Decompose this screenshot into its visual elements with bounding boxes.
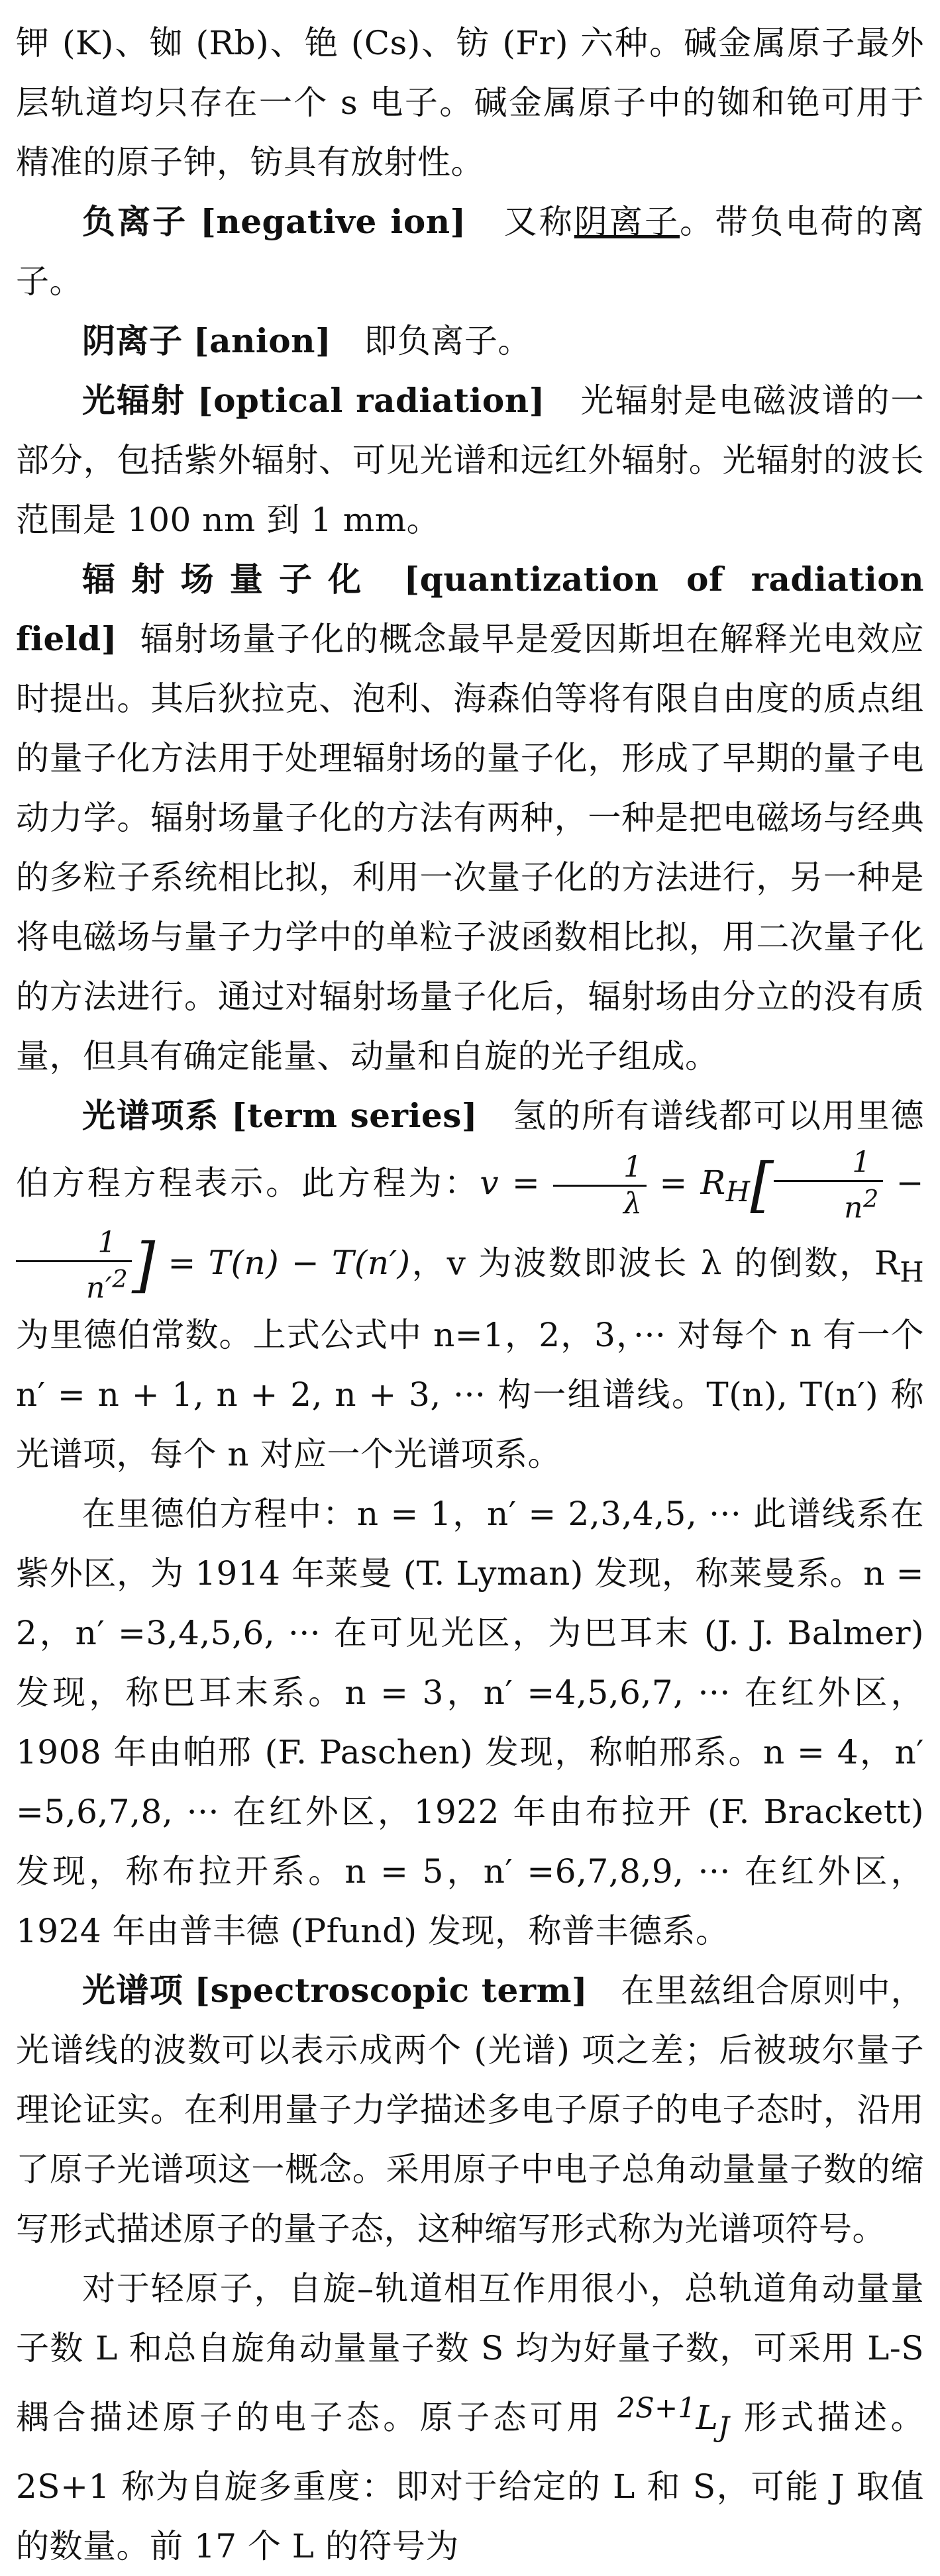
entry-english: [negative ion]	[200, 202, 466, 241]
term-symbol-base: L	[696, 2398, 719, 2437]
entry-definition: 辐射场量子化的概念最早是爱因斯坦在解释光电效应时提出。其后狄拉克、泡利、海森伯等将有限自由度的质点组的量子化方法用于处理辐射场的量子化，形成了早期的量子电动力学。辐射场量子化的方法有两种，一种是把电磁场与经典的多粒子系统相比拟，利用一次量子化的方法进行，另一种是将电磁场与量子力学中的单粒子波函数相比拟，用二次量子化的方法进行。通过对辐射场量子化后，辐射场由分立的没有质量，但具有确定能量、动量和自旋的光子组成。	[16, 620, 925, 1075]
fraction-den	[774, 1182, 883, 1226]
den-base: n	[844, 1191, 863, 1225]
entry-quantization	[16, 550, 924, 1086]
paragraph-alkali-metals	[16, 13, 924, 192]
entry-term-series	[16, 1086, 924, 1484]
formula-r: = R	[659, 1164, 726, 1203]
formula-subscript: H	[725, 1175, 751, 1209]
entry-term: 辐射场量子化	[82, 560, 378, 599]
fraction-one-over-n2	[774, 1146, 883, 1226]
entry-term: 光辐射	[82, 381, 186, 420]
term-symbol-sup: 2S+1	[617, 2391, 696, 2424]
entry-english: [anion]	[193, 321, 332, 360]
fraction-den	[16, 1262, 132, 1306]
term-symbol	[617, 2391, 730, 2443]
entry-english: [optical radiation]	[197, 381, 545, 420]
fraction-one-over-nprime2	[16, 1226, 132, 1306]
den-sup: 2	[112, 1264, 129, 1293]
entry-term: 光谱项系	[82, 1096, 220, 1135]
entry-english: [term series]	[231, 1096, 478, 1135]
entry-term: 光谱项	[82, 1971, 183, 2010]
formula-v: v =	[480, 1164, 541, 1203]
rydberg-subscript: H	[900, 1255, 925, 1288]
den-base: n′	[86, 1271, 113, 1305]
fraction-num: 1	[553, 1150, 647, 1187]
entry-negative-ion	[16, 192, 924, 311]
alkali-text: 钾 (K)、铷 (Rb)、铯 (Cs)、钫 (Fr) 六种。碱金属原子最外层轨道均只存在一个 s 电子。碱金属原子中的铷和铯可用于精准的原子钟，钫具有放射性。	[16, 24, 924, 181]
entry-english: [quantization of radiation field]	[16, 560, 925, 658]
paragraph-rydberg-series	[16, 1484, 924, 1961]
fraction-den: λ	[623, 1186, 643, 1220]
left-bracket: [	[750, 1150, 774, 1220]
light-text-b: 形式描述。2S+1 称为自旋多重度：即对于给定的 L 和 S，可能 J 取值的数量。前 17 个 L 的符号为	[16, 2398, 924, 2565]
entry-term: 阴离子	[82, 321, 183, 360]
series-def-b: ，v 为波数即波长 λ 的倒数，R	[410, 1243, 900, 1282]
series-def-c: 为里德伯常数。上式公式中 n=1，2，3，··· 对每个 n 有一个 n′ = n + 1, n + 2, n + 3, ··· 构一组谱线。T(n), T(n′) 称光谱项，每个 n 对应一个光谱项系。	[16, 1316, 924, 1474]
fraction-one-over-lambda	[553, 1150, 647, 1221]
entry-term: 负离子	[82, 202, 188, 241]
entry-definition: 即负离子。	[364, 322, 531, 360]
term-symbol-sub: J	[718, 2410, 730, 2443]
cross-reference-link[interactable]: 阴离子	[574, 203, 680, 241]
entry-definition: 光辐射是电磁波谱的一部分，包括紫外辐射、可见光谱和远红外辐射。光辐射的波长范围是 100 nm 到 1 mm。	[16, 381, 925, 539]
formula-minus: −	[896, 1164, 924, 1203]
entry-definition: 氢的所有谱线都可以用里德伯方程方程表示。此方程为：	[16, 1097, 925, 1203]
fraction-num: 1	[774, 1146, 883, 1182]
entry-def-post: 。带负电荷的离子。	[16, 203, 925, 301]
light-text-a: 对于轻原子，自旋–轨道相互作用很小，总轨道角动量量子数 L 和总自旋角动量量子数 S 均为好量子数，可采用 L-S 耦合描述原子的电子态。原子态可用	[16, 2269, 924, 2437]
entry-optical-radiation	[16, 371, 924, 550]
right-bracket: ]	[132, 1230, 156, 1300]
entry-english: [spectroscopic term]	[194, 1971, 588, 2010]
entry-spectroscopic-term	[16, 1961, 924, 2259]
paragraph-light-atoms	[16, 2259, 924, 2576]
den-sup: 2	[862, 1185, 879, 1213]
entry-anion	[16, 311, 924, 371]
fraction-num: 1	[16, 1226, 132, 1262]
rydberg-text: 在里德伯方程中：n = 1，n′ = 2,3,4,5, ··· 此谱线系在紫外区，为 1914 年莱曼 (T. Lyman) 发现，称莱曼系。n = 2，n′ =3,4,5,6, ··· 在可见光区，为巴耳末 (J. J. Balmer) 发现，称巴耳末系。n = 3，n′ =4,5,6,7, ··· 在红外区，1908 年由帕邢 (F. Paschen) 发现，称帕邢系。n = 4，n′ =5,6,7,8, ··· 在红外区，1922 年由布拉开 (F. Brackett) 发现，称布拉开系。n = 5，n′ =6,7,8,9, ··· 在红外区，1924 年由普丰德 (Pfund) 发现，称普丰德系。	[16, 1495, 924, 1951]
formula-terms: = T(n) − T(n′)	[168, 1243, 411, 1282]
entry-def-pre: 又称	[503, 203, 574, 241]
entry-definition: 在里兹组合原则中，光谱线的波数可以表示成两个 (光谱) 项之差；后被玻尔量子理论证实。在利用量子力学描述多电子原子的电子态时，沿用了原子光谱项这一概念。采用原子中电子总角动量量子数的缩写形式描述原子的量子态，这种缩写形式称为光谱项符号。	[16, 1971, 925, 2249]
